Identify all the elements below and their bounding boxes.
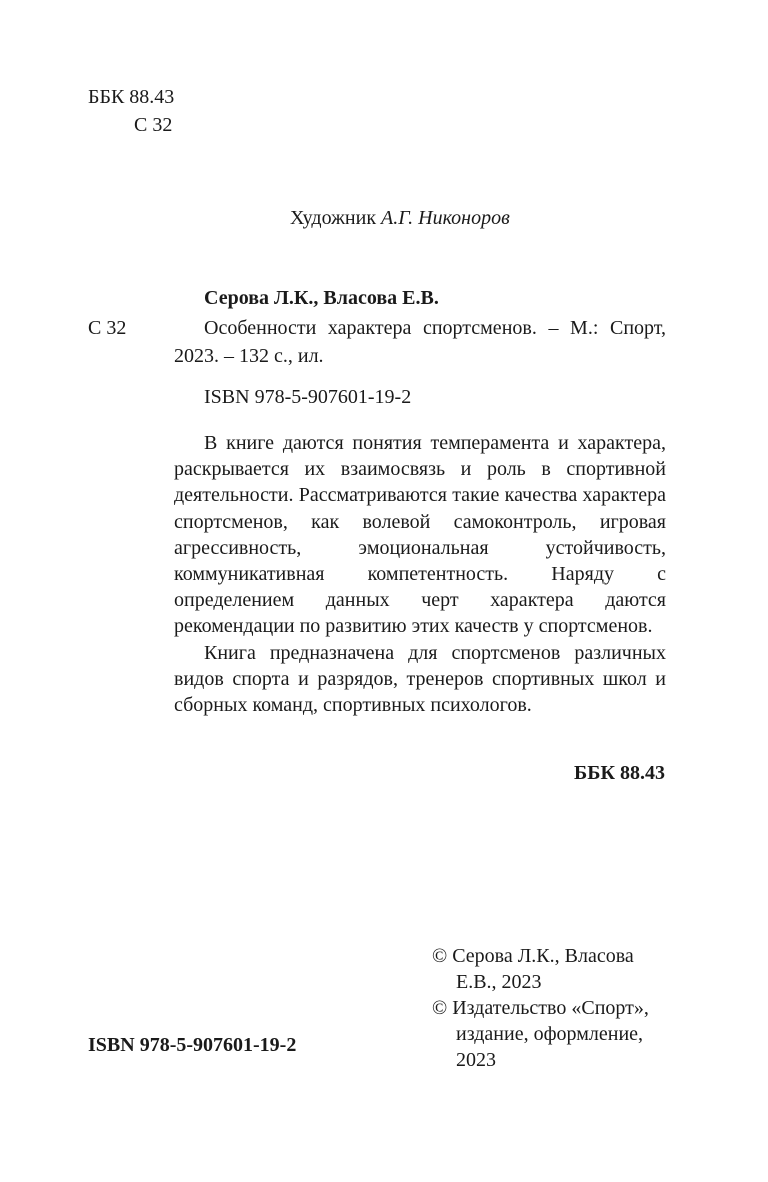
annotation-paragraph: Книга предназначена для спортсменов различных видов спорта и разрядов, тренеров спортивных школ и сборных команд, спортивных психологов. xyxy=(174,641,666,717)
isbn-entry: ISBN 978-5-907601-19-2 xyxy=(204,386,412,408)
annotation-paragraph: В книге даются понятия темперамента и характера, раскрывается их взаимосвязь и роль в спортивной деятельности. Рассматриваются такие качества характера спортсменов, как волевой самоконтроль, игровая агрессивность, эмоциональная устойчивость, коммуникативная компетентность. Наряду с определением данных черт характера даются рекомендации по развитию этих качеств у спортсменов. xyxy=(174,432,666,638)
isbn-bottom: ISBN 978-5-907601-19-2 xyxy=(88,1034,297,1056)
cutter-code-entry: С 32 xyxy=(88,317,127,339)
illustrator-credit xyxy=(290,205,510,231)
illustrator-label: Художник xyxy=(290,207,377,229)
copyright-authors: © Серова Л.К., Власова Е.В., 2023 xyxy=(432,945,634,993)
bbk-classification-top: ББК 88.43 xyxy=(88,86,175,108)
authors: Серова Л.К., Власова Е.В. xyxy=(204,287,439,309)
copyright-publisher: © Издательство «Спорт», издание, оформление, 2023 xyxy=(432,997,649,1071)
bbk-classification-bottom: ББК 88.43 xyxy=(574,762,665,784)
illustrator-name: А.Г. Никоноров xyxy=(381,207,510,229)
annotation xyxy=(174,430,666,718)
book-title-line: Особенности характера спортсменов. – М.: Спорт, xyxy=(204,317,666,339)
publication-details: 2023. – 132 с., ил. xyxy=(174,345,324,367)
copyright-block xyxy=(432,943,672,1073)
cutter-code-top: С 32 xyxy=(134,114,173,136)
